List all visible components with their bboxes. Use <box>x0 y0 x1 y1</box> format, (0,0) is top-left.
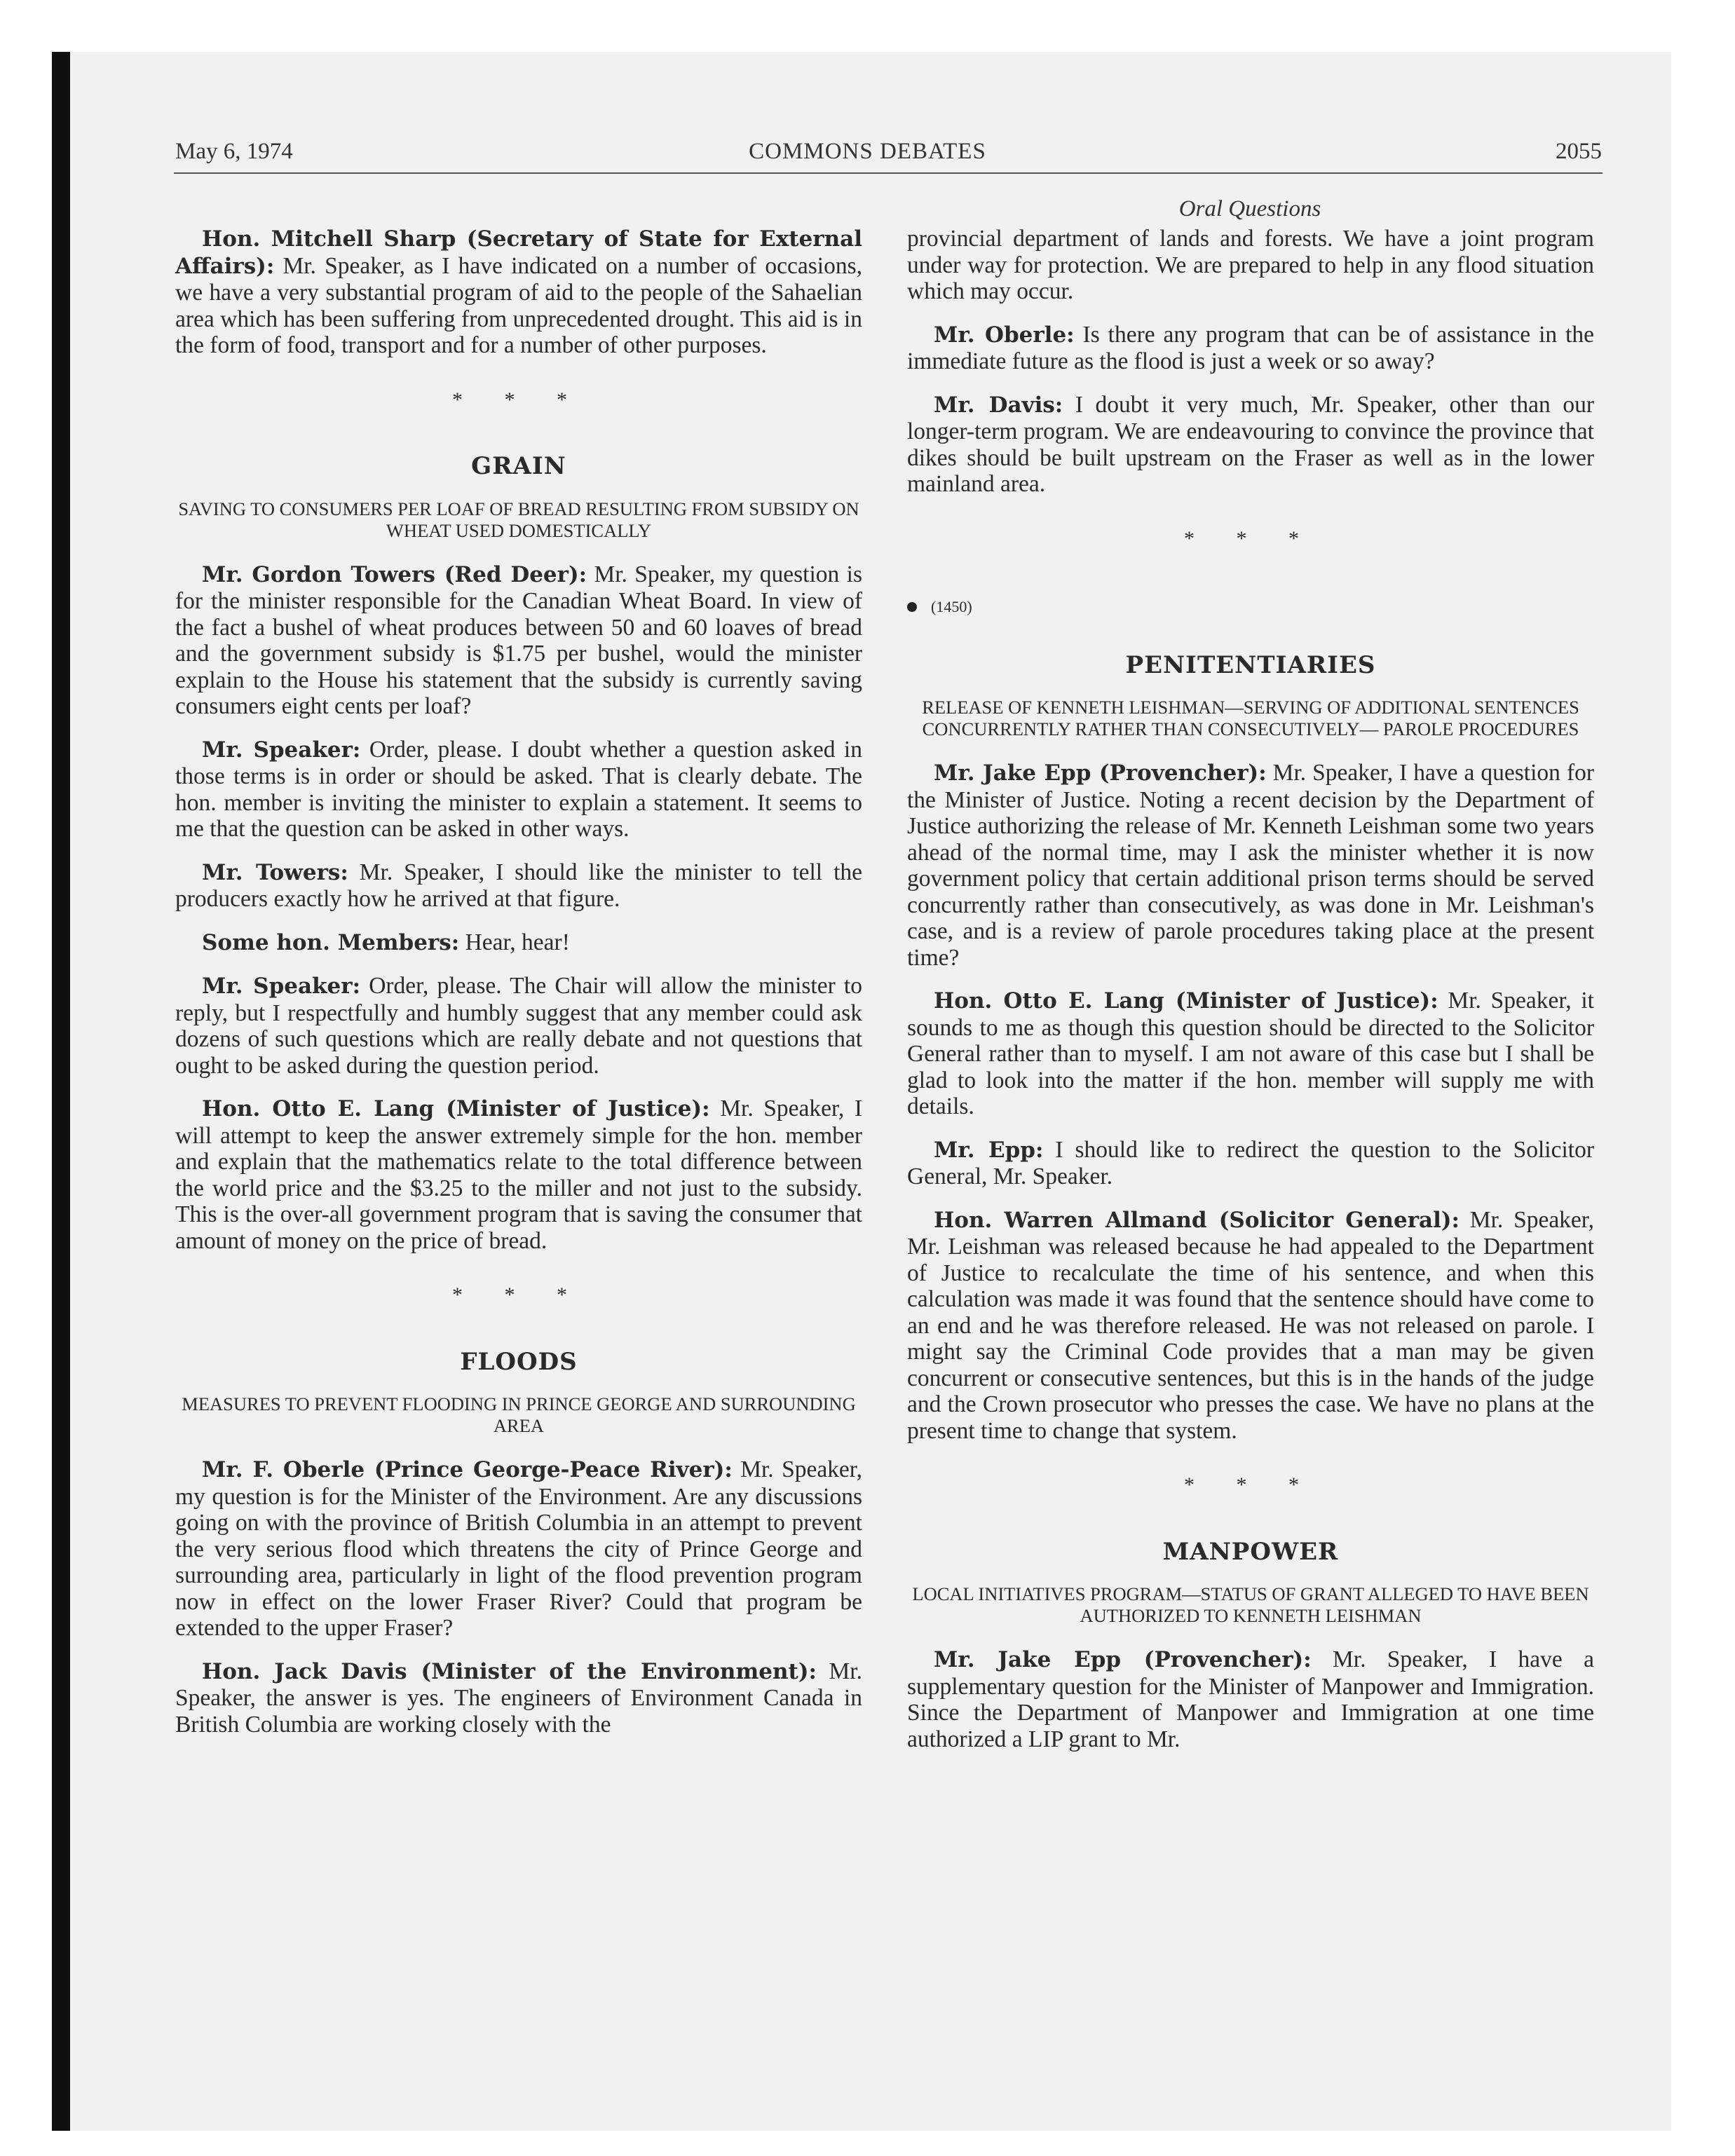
paragraph <box>907 226 1594 305</box>
paragraph <box>907 1137 1594 1190</box>
paragraph <box>907 392 1594 498</box>
speaker-name: Hon. Mitchell Sharp (Secretary of State for External Affairs): <box>175 226 862 279</box>
speech-text: Mr. Speaker, as I have indicated on a number of occasions, we have a very substantial program of aid to the people of the Sahaelian area which has been suffering from unprecedented drought. This aid is in the form of food, transport and for a number of other purposes. <box>175 252 862 358</box>
section-heading: MANPOWER <box>1162 1537 1339 1566</box>
bullet-icon <box>907 602 917 612</box>
speech-text: Mr. Speaker, Mr. Leishman was released because he had appealed to the Department of Justice to recalculate the time of his sentence, and when this calculation was made it was found that the sentence should have come to an end and he was therefore released. He was not released on parole. I might say the Criminal Code provides that a man may be given concurrent or consecutive sentences, but this is in the hands of the judge and the Crown prosecutor who presses the case. We have no plans at the present time to change that system. <box>907 1206 1594 1444</box>
paragraph <box>907 988 1594 1120</box>
speaker-name: Mr. Gordon Towers (Red Deer): <box>202 561 587 587</box>
speaker-name: Mr. Speaker: <box>202 737 361 763</box>
header-page-number: 2055 <box>1556 139 1602 164</box>
header-date: May 6, 1974 <box>175 139 293 164</box>
speech-text: Mr. Speaker, I have a question for the Minister of Justice. Noting a recent decision by the Department of Justice authorizing the release of Mr. Kenneth Leishman some two years ahead of the normal time, may I ask the minister whether it is now government policy that certain additional prison terms should be served concurrently rather than consecutively, as was done in Mr. Leishman's case, and is a review of parole procedures taking place at the present time? <box>907 760 1595 971</box>
paragraph <box>175 737 862 842</box>
paragraph <box>907 322 1594 375</box>
header-title: COMMONS DEBATES <box>749 139 986 164</box>
paragraph <box>175 1658 862 1738</box>
section-subheading: MEASURES TO PREVENT FLOODING IN PRINCE GEORGE AND SURROUNDING AREA <box>182 1393 856 1436</box>
header-rule <box>174 172 1603 174</box>
speech-text: Mr. Speaker, I have a supplementary question for the Minister of Manpower and Immigration. Since the Department of Manpower and Immigration at one time authorized a LIP grant to Mr. <box>907 1646 1594 1752</box>
time-marker <box>907 594 1594 620</box>
speaker-name: Mr. Jake Epp (Provencher): <box>934 760 1267 786</box>
speaker-name: Mr. Epp: <box>934 1137 1044 1163</box>
speaker-name: Hon. Jack Davis (Minister of the Environment): <box>202 1658 817 1684</box>
paragraph <box>907 1207 1594 1445</box>
speaker-name: Mr. Towers: <box>202 859 348 885</box>
running-head: Oral Questions <box>1178 196 1321 221</box>
speech-text: Mr. Speaker, I will attempt to keep the answer extremely simple for the hon. member and explain that the mathematics relate to the total difference between the world price and the $3.25 to the miller and not just to the subsidy. This is the over-all government program that is saving the consumer that amount of money on the price of bread. <box>175 1096 862 1254</box>
speech-text: Mr. Speaker, the answer is yes. The engineers of Environment Canada in British Columbia are working closely with the <box>175 1658 862 1738</box>
speech-text: provincial department of lands and forests. We have a joint program under way for protection. We are prepared to help in any flood situation which may occur. <box>907 226 1594 304</box>
speaker-name: Hon. Warren Allmand (Solicitor General): <box>934 1207 1460 1233</box>
speech-text: Mr. Speaker, my question is for the Minister of the Environment. Are any discussions going on with the province of British Columbia in an attempt to prevent the very serious flood which threatens the city of Prince George and surrounding area, particularly in light of the flood prevention program now in effect on the lower Fraser River? Could that program be extended to the upper Fraser? <box>175 1456 862 1641</box>
speaker-name: Mr. F. Oberle (Prince George-Peace River): <box>202 1457 733 1482</box>
speech-text: Mr. Speaker, my question is for the minister responsible for the Canadian Wheat Board. In view of the fact a bushel of wheat produces between 50 and 60 loaves of bread and the government subsidy is $1.75 per bushel, would the minister explain to the House his statement that the subsidy is currently saving consumers eight cents per loaf? <box>175 561 862 719</box>
binding-edge <box>52 52 70 2131</box>
left-column <box>175 226 862 1754</box>
right-column <box>907 226 1594 1769</box>
speaker-name: Hon. Otto E. Lang (Minister of Justice): <box>202 1096 710 1121</box>
speaker-name: Mr. Speaker: <box>202 974 361 999</box>
paragraph <box>175 226 862 359</box>
paragraph <box>175 859 862 913</box>
paragraph <box>175 1456 862 1642</box>
section-heading: GRAIN <box>471 452 566 480</box>
section-subheading: RELEASE OF KENNETH LEISHMAN—SERVING OF ADDITIONAL SENTENCES CONCURRENTLY RATHER THAN CONSECUTIVELY— PAROLE PROCEDURES <box>922 697 1579 739</box>
section-separator: * * * <box>1184 526 1317 550</box>
speaker-name: Some hon. Members: <box>202 929 460 955</box>
paragraph <box>907 760 1594 971</box>
speech-text: Order, please. I doubt whether a question asked in those terms is in order or should be asked. That is clearly debate. The hon. member is inviting the minister to explain a statement. It seems to me that the question can be asked in other ways. <box>175 736 862 842</box>
speaker-name: Mr. Oberle: <box>934 322 1075 348</box>
paragraph <box>175 929 862 957</box>
section-separator: * * * <box>452 388 585 411</box>
speaker-name: Mr. Jake Epp (Provencher): <box>934 1647 1312 1672</box>
speaker-name: Mr. Davis: <box>934 392 1063 418</box>
section-heading: FLOODS <box>460 1347 578 1376</box>
section-subheading: SAVING TO CONSUMERS PER LOAF OF BREAD RESULTING FROM SUBSIDY ON WHEAT USED DOMESTICALLY <box>178 498 859 541</box>
speech-text: I should like to redirect the question to the Solicitor General, Mr. Speaker. <box>907 1136 1594 1189</box>
paragraph <box>175 1096 862 1254</box>
paragraph <box>175 973 862 1079</box>
paragraph <box>175 561 862 720</box>
speech-text: Is there any program that can be of assistance in the immediate future as the flood is just a week or so away? <box>907 321 1594 374</box>
section-heading: PENITENTIARIES <box>1125 650 1376 679</box>
speech-text: Hear, hear! <box>459 929 570 955</box>
section-separator: * * * <box>452 1283 585 1306</box>
paragraph <box>907 1646 1594 1752</box>
section-subheading: LOCAL INITIATIVES PROGRAM—STATUS OF GRANT ALLEGED TO HAVE BEEN AUTHORIZED TO KENNETH LEISHMAN <box>912 1583 1589 1626</box>
speech-text: I doubt it very much, Mr. Speaker, other than our longer-term program. We are endeavouring to convince the province that dikes should be built upstream on the Fraser as well as in the lower mainland area. <box>907 391 1594 497</box>
time-marker-text: (1450) <box>931 598 972 615</box>
section-separator: * * * <box>1184 1473 1317 1496</box>
speaker-name: Hon. Otto E. Lang (Minister of Justice): <box>934 988 1438 1014</box>
speech-text: Mr. Speaker, I should like the minister to tell the producers exactly how he arrived at that figure. <box>175 859 862 912</box>
speech-text: Mr. Speaker, it sounds to me as though this question should be directed to the Solicitor General rather than to myself. I am not aware of this case but I shall be glad to look into the matter if the hon. member will supply me with details. <box>907 988 1594 1119</box>
speech-text: Order, please. The Chair will allow the minister to reply, but I respectfully and humbly suggest that any member could ask dozens of such questions which are really debate and not questions that ought to be asked during the question period. <box>175 973 862 1079</box>
